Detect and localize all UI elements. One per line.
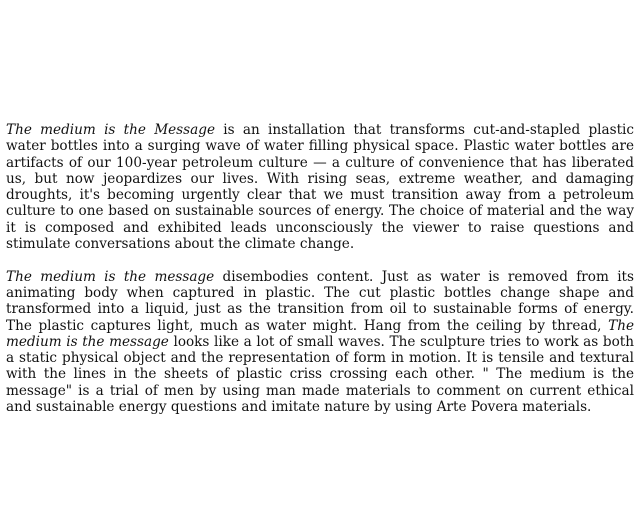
artwork-title-italic-inline: The medium is the message [6, 317, 634, 350]
paragraph-text: is an installation that transforms cut-and-stapled plastic water bottles into a surging wave of water filling physical space. Plastic water bottles are artifacts of our 100-year petroleum culture — a culture of convenience that has liberated us, but now jeopardizes our lives. With rising seas, extreme weather, and damaging droughts, it's becoming urgently clear that we must transition away from a petroleum culture to one based on sustainable sources of energy. The choice of material and the way it is composed and exhibited leads unconsciously the viewer to raise questions and stimulate conversations about the climate change. [6, 122, 634, 253]
paragraph-concept [6, 269, 634, 416]
paragraph-text: looks like a lot of small waves. The sculpture tries to work as both a static physical object and the representation of form in motion. It is tensile and textural with the lines in the sheets of plastic criss crossing each other. " The medium is the message" is a trial of men by using man made materials to comment on current ethical and sustainable energy questions and imitate nature by using Arte Povera materials. [6, 333, 634, 416]
artwork-title-italic: The medium is the Message [6, 122, 215, 138]
paragraph-text: disembodies content. Just as water is removed from its animating body when captured in plastic. The cut plastic bottles change shape and transformed into a liquid, just as the transition from oil to sustainable forms of energy. The plastic captures light, much as water might. Hang from the ceiling by thread, [6, 268, 634, 334]
artwork-title-italic: The medium is the message [6, 268, 215, 285]
artwork-description [6, 122, 634, 415]
paragraph-installation-intro [6, 122, 634, 252]
